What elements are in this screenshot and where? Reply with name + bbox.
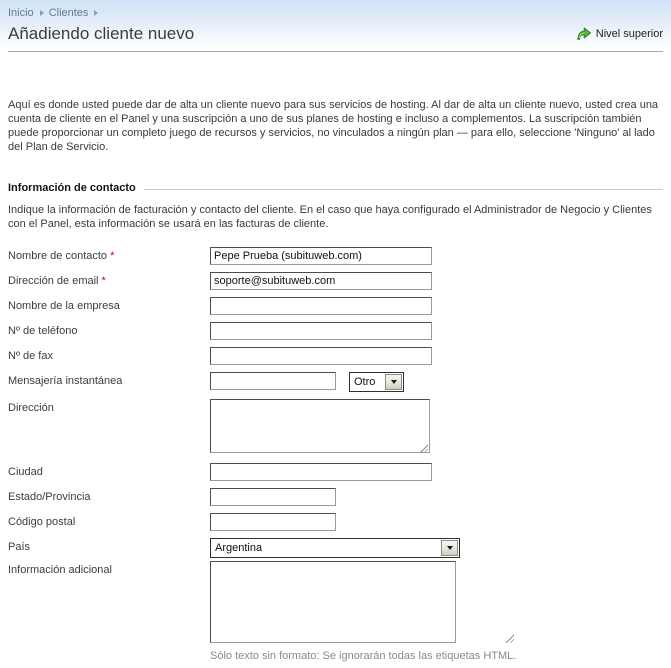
section-divider <box>144 189 663 190</box>
additional-info-label: Información adicional <box>8 564 112 576</box>
country-selected-value: Argentina <box>215 542 263 554</box>
im-type-select[interactable] <box>349 372 404 392</box>
country-label: País <box>8 541 31 553</box>
breadcrumb-separator-icon <box>94 10 98 16</box>
chevron-down-icon <box>385 374 402 390</box>
form-row-company <box>8 297 663 315</box>
contact-form <box>8 247 663 663</box>
additional-info-textarea[interactable] <box>210 561 456 643</box>
address-textarea[interactable] <box>210 399 430 453</box>
page-title: Añadiendo cliente nuevo <box>8 24 195 43</box>
up-level-link[interactable] <box>576 26 663 42</box>
postal-code-input[interactable] <box>210 513 336 531</box>
up-level-icon <box>576 26 592 42</box>
form-row-im <box>8 372 663 392</box>
form-row-fax <box>8 347 663 365</box>
form-row-phone <box>8 322 663 340</box>
form-row-postal-code <box>8 513 663 531</box>
fax-label: Nº de fax <box>8 350 53 362</box>
form-row-country <box>8 538 663 558</box>
page-header <box>0 0 671 52</box>
im-label: Mensajería instantánea <box>8 375 123 387</box>
phone-input[interactable] <box>210 322 432 340</box>
breadcrumb-separator-icon <box>40 10 44 16</box>
contact-name-input[interactable] <box>210 247 432 265</box>
fax-input[interactable] <box>210 347 432 365</box>
im-input[interactable] <box>210 372 336 390</box>
email-label: Dirección de email * <box>8 275 106 287</box>
required-marker: * <box>110 250 115 262</box>
country-select[interactable] <box>210 538 460 558</box>
breadcrumb-item-inicio[interactable]: Inicio <box>8 7 34 19</box>
form-row-city <box>8 463 663 481</box>
state-label: Estado/Provincia <box>8 491 91 503</box>
email-input[interactable] <box>210 272 432 290</box>
company-label: Nombre de la empresa <box>8 300 120 312</box>
form-row-additional-info <box>8 561 663 663</box>
city-label: Ciudad <box>8 466 43 478</box>
phone-label: Nº de teléfono <box>8 325 78 337</box>
header-divider <box>8 51 663 52</box>
postal-code-label: Código postal <box>8 516 76 528</box>
chevron-down-icon <box>441 540 458 556</box>
company-input[interactable] <box>210 297 432 315</box>
resize-grip[interactable] <box>504 633 514 643</box>
form-row-state <box>8 488 663 506</box>
form-row-contact-name <box>8 247 663 265</box>
address-label: Dirección <box>8 402 54 414</box>
form-row-address <box>8 399 663 456</box>
breadcrumb <box>8 7 663 20</box>
contact-section-header <box>8 182 663 194</box>
city-input[interactable] <box>210 463 432 481</box>
im-type-selected-value: Otro <box>354 376 376 388</box>
state-input[interactable] <box>210 488 336 506</box>
required-marker: * <box>101 275 106 287</box>
up-level-label: Nivel superior <box>595 27 663 40</box>
contact-name-label: Nombre de contacto * <box>8 250 115 262</box>
contact-section-description: Indique la información de facturación y contacto del cliente. En el caso que haya configurado el Administrador de Negocio y Clientes con el Panel, esta información se usará en las facturas de cliente. <box>8 204 652 230</box>
contact-section-title: Información de contacto <box>8 182 136 194</box>
breadcrumb-item-clientes[interactable]: Clientes <box>48 7 89 19</box>
intro-text: Aquí es donde usted puede dar de alta un cliente nuevo para sus servicios de hosting. Al dar de alta un cliente nuevo, usted crea una cuenta de cliente en el Panel y una suscripción a uno de sus planes de hosting e incluso a complementos. La suscripción también puede proporcionar un completo juego de recursos y servicios, no vinculados a ningún plan — para ello, seleccione 'Ninguno' al lado del Plan de Servicio. <box>8 99 659 153</box>
form-row-email <box>8 272 663 290</box>
plain-text-note: Sólo texto sin formato: Se ignorarán todas las etiquetas HTML. <box>210 650 517 662</box>
